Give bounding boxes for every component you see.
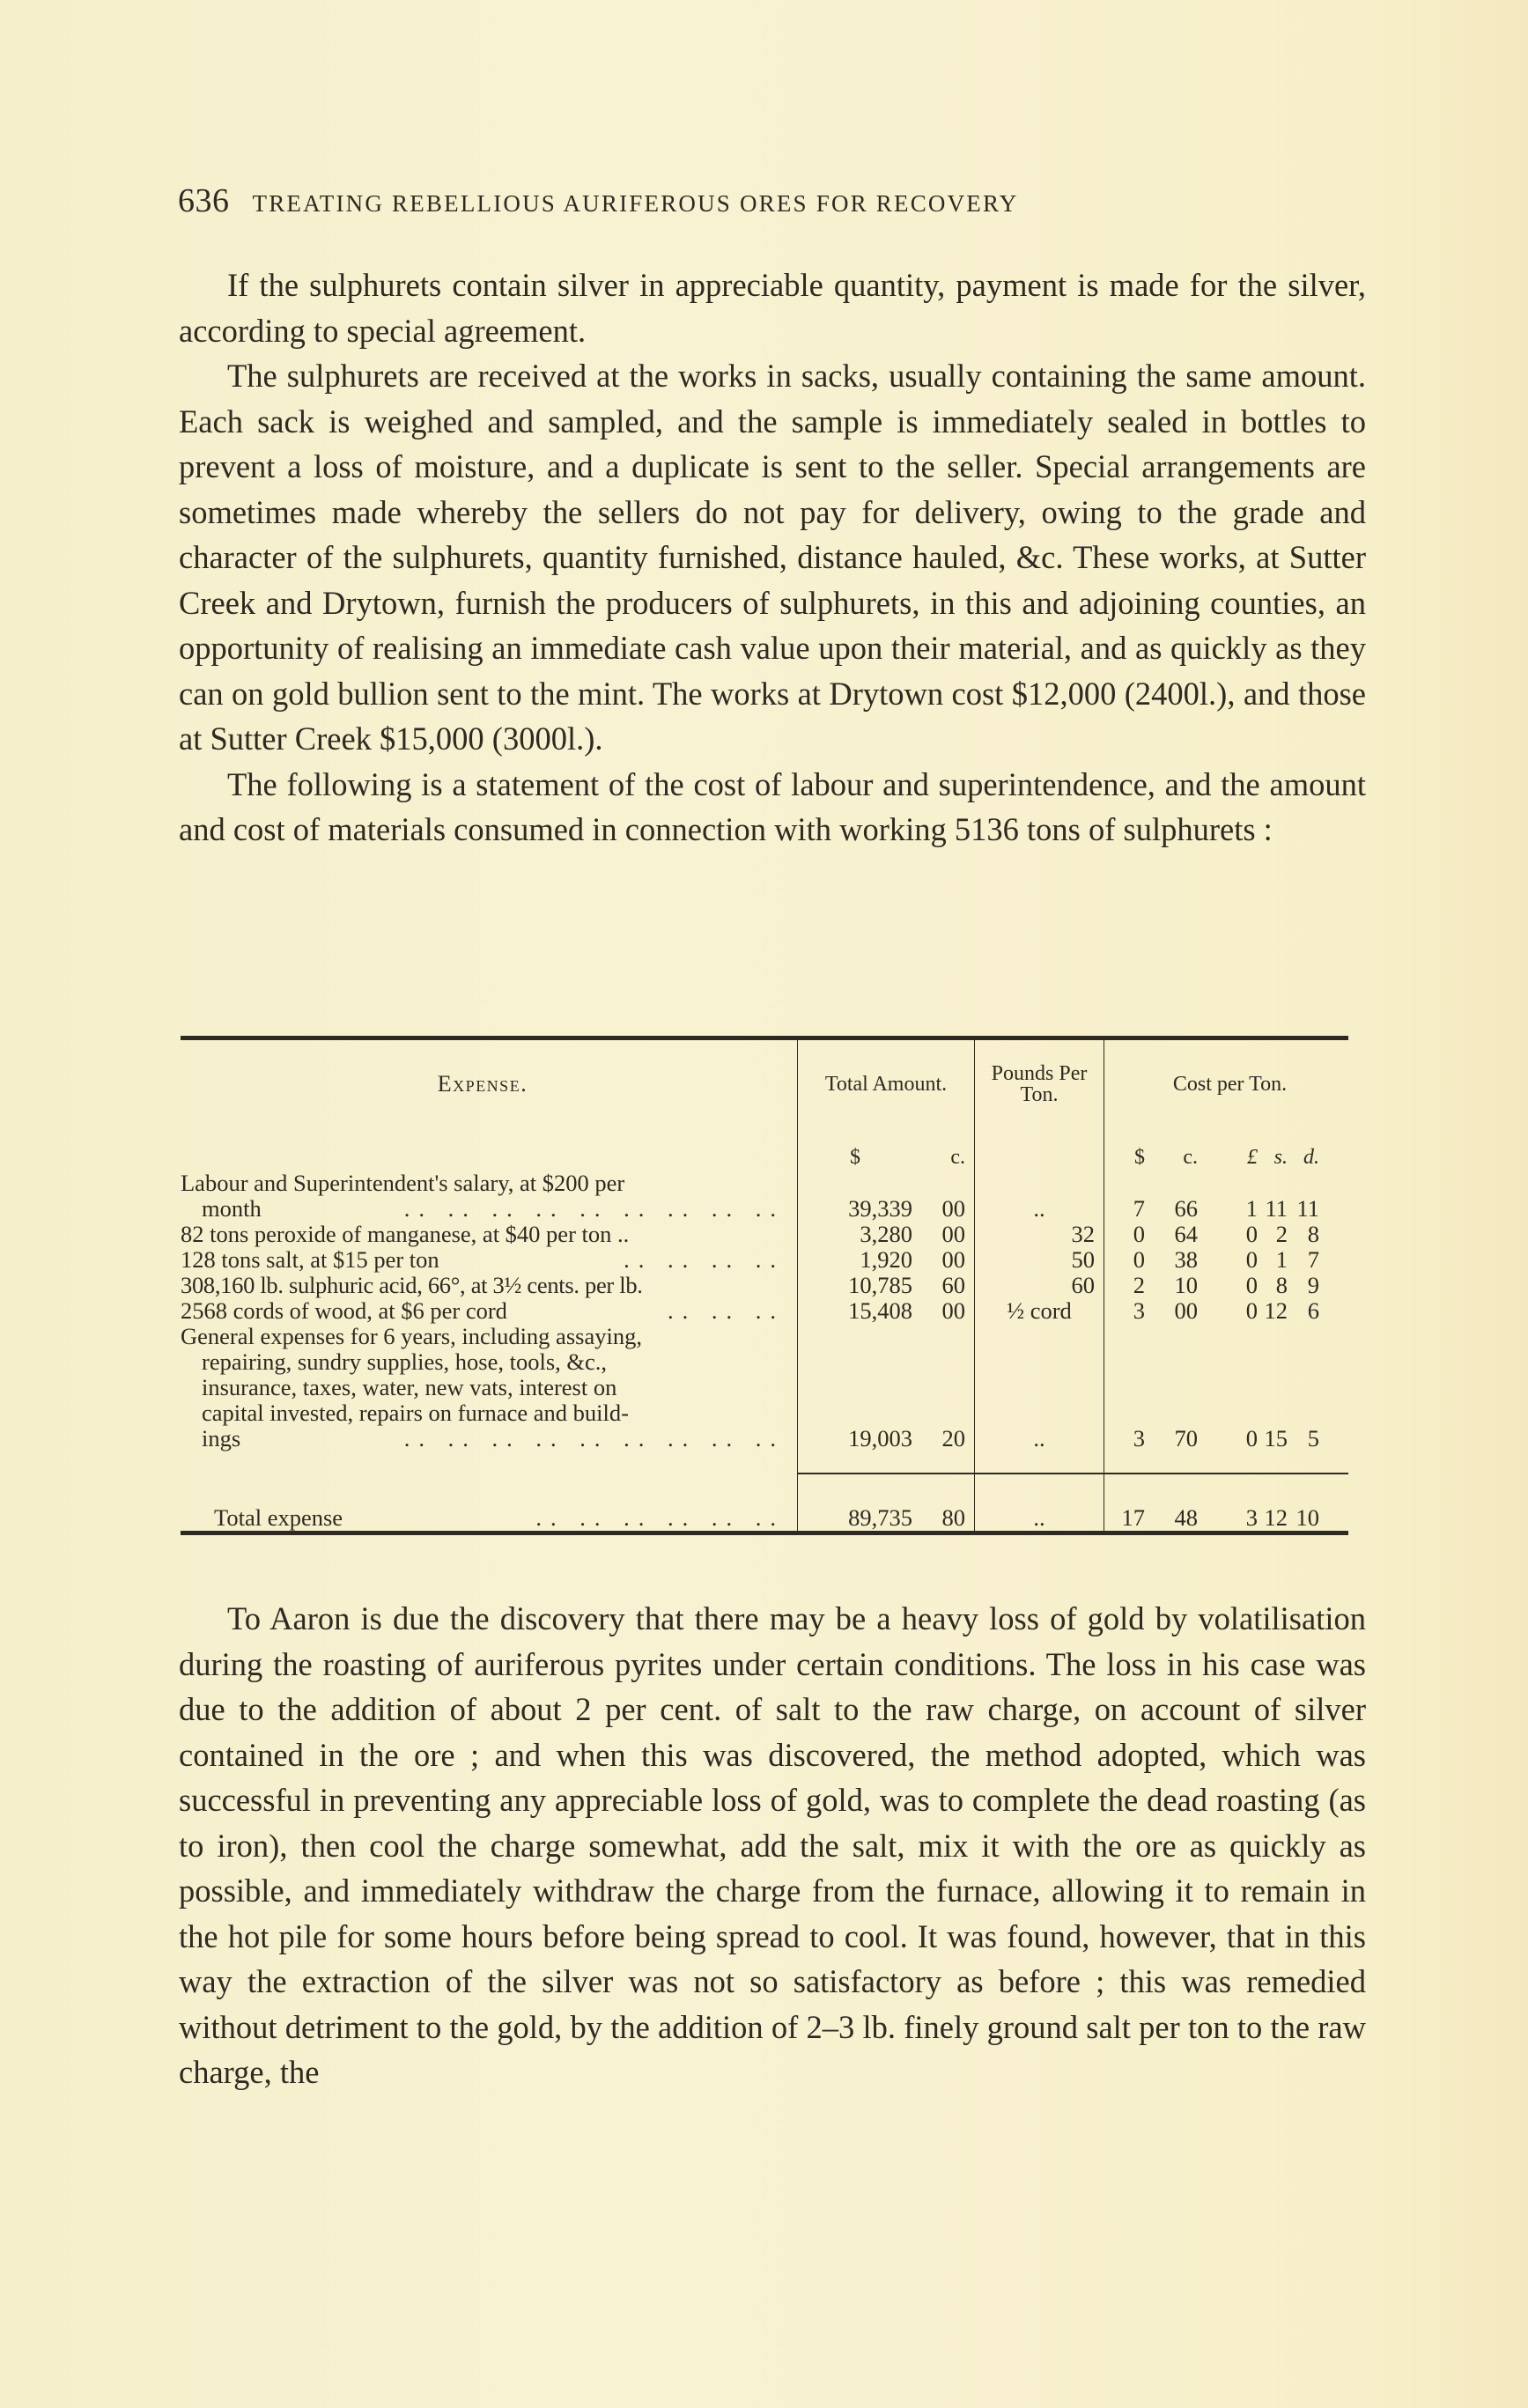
expense-description: Labour and Superintendent's salary, at $200 per xyxy=(181,1170,625,1196)
table-row xyxy=(181,1171,1348,1222)
expense-description-cont: capital invested, repairs on furnace and build- xyxy=(202,1400,629,1426)
page-number: 636 xyxy=(178,182,230,219)
total-cost-pence: 10 xyxy=(1295,1504,1319,1531)
pounds-per-ton: .. xyxy=(975,1171,1104,1222)
table-row xyxy=(181,1324,1348,1451)
cost-pence: 11 xyxy=(1296,1195,1319,1222)
cost-dollars: 3 xyxy=(1133,1425,1145,1451)
unit-pence: d. xyxy=(1303,1146,1319,1169)
cost-pounds: 0 xyxy=(1245,1425,1258,1451)
text-before-table xyxy=(179,262,1366,853)
total-cents: 00 xyxy=(941,1195,965,1222)
unit-pounds-sterling: £ xyxy=(1247,1146,1258,1169)
pounds-per-ton: ½ cord xyxy=(975,1298,1104,1324)
expense-description-cont: ings xyxy=(202,1425,241,1451)
paragraph: The following is a statement of the cost of labour and superintendence, and the amount and cost of materials consumed in connection with working 5136 tons of sulphurets : xyxy=(179,765,1366,847)
expense-description: 2568 cords of wood, at $6 per cord xyxy=(181,1297,507,1324)
header-total-label: Total Amount. xyxy=(824,1073,948,1096)
units-row xyxy=(181,1128,1348,1171)
unit-dollars: $ xyxy=(850,1146,860,1169)
cost-shillings: 2 xyxy=(1275,1221,1288,1247)
total-dollars: 10,785 xyxy=(848,1272,912,1298)
leader-dots: .. .. .. .. .. .. .. .. .. xyxy=(403,1425,785,1451)
total-cents: 60 xyxy=(941,1272,965,1298)
cost-dollars: 7 xyxy=(1133,1195,1145,1222)
cost-shillings: 8 xyxy=(1275,1272,1288,1298)
cost-pence: 9 xyxy=(1307,1272,1319,1298)
header-cost-label: Cost per Ton. xyxy=(1172,1073,1288,1096)
header-expense-label: Expense. xyxy=(437,1071,528,1097)
total-label: Total expense xyxy=(214,1504,343,1531)
table-row xyxy=(181,1298,1348,1324)
leader-dots: .. .. .. .. xyxy=(624,1246,785,1273)
leader-dots: .. .. .. .. .. .. .. .. .. xyxy=(403,1195,785,1222)
unit-cents: c. xyxy=(950,1146,965,1169)
expense-description-cont: month xyxy=(202,1195,262,1222)
total-cost-shillings: 12 xyxy=(1264,1504,1288,1531)
cost-cents: 10 xyxy=(1174,1272,1198,1298)
total-dollars: 15,408 xyxy=(848,1297,912,1324)
paragraph: If the sulphurets contain silver in appreciable quantity, payment is made for the silver, according to special agreement. xyxy=(179,267,1366,349)
expense-description: 82 tons peroxide of manganese, at $40 per ton .. xyxy=(181,1221,630,1247)
table-row xyxy=(181,1247,1348,1273)
cost-dollars: 0 xyxy=(1133,1221,1145,1247)
total-cost-pounds: 3 xyxy=(1245,1504,1258,1531)
table-bottom-rule xyxy=(181,1531,1348,1535)
table-header-row xyxy=(181,1040,1348,1128)
header-pounds-label: Pounds Per Ton. xyxy=(991,1062,1088,1106)
cost-pence: 7 xyxy=(1307,1246,1319,1273)
table-row xyxy=(181,1273,1348,1298)
cost-shillings: 1 xyxy=(1275,1246,1288,1273)
total-cents: 20 xyxy=(941,1425,965,1451)
cost-pounds: 0 xyxy=(1245,1272,1258,1298)
total-cents: 00 xyxy=(941,1246,965,1273)
running-head xyxy=(178,181,1296,220)
cost-cents: 38 xyxy=(1174,1246,1198,1273)
cost-cents: 70 xyxy=(1174,1425,1198,1451)
expense-description-cont: insurance, taxes, water, new vats, interest on xyxy=(202,1374,617,1400)
cost-pounds: 1 xyxy=(1245,1195,1258,1222)
cost-cents: 00 xyxy=(1174,1297,1198,1324)
paragraph: The sulphurets are received at the works in sacks, usually containing the same amount. Each sack is weighed and sampled, and the sample is immediately sealed in bottles to prevent a loss of moisture, and a duplicate is sent to the seller. Special arrangements are sometimes made whereby the sellers do not pay for delivery, owing to the grade and character of the sulphurets, quantity furnished, distance hauled, &c. These works, at Sutter Creek and Drytown, furnish the producers of sulphurets, in this and adjoining counties, an opportunity of realising an immediate cash value upon their material, and as quickly as they can on gold bullion sent to the mint. The works at Drytown cost $12,000 (2400l.), and those at Sutter Creek $15,000 (3000l.). xyxy=(179,358,1366,757)
total-cents: 00 xyxy=(941,1221,965,1247)
cost-pounds: 0 xyxy=(1245,1246,1258,1273)
cost-shillings: 12 xyxy=(1264,1297,1288,1324)
pounds-per-ton: .. xyxy=(975,1324,1104,1451)
cost-pence: 8 xyxy=(1307,1221,1319,1247)
expense-description: General expenses for 6 years, including assaying, xyxy=(181,1323,642,1349)
total-cost-cents: 48 xyxy=(1174,1504,1198,1531)
pounds-per-ton: 60 xyxy=(975,1273,1104,1298)
total-dollars: 3,280 xyxy=(860,1221,912,1247)
expense-description: 308,160 lb. sulphuric acid, 66°, at 3½ cents. per lb. xyxy=(181,1272,643,1298)
unit-cost-cents: c. xyxy=(1183,1146,1198,1169)
cost-shillings: 11 xyxy=(1265,1195,1288,1222)
pounds-per-ton: 50 xyxy=(975,1247,1104,1273)
cost-shillings: 15 xyxy=(1264,1425,1288,1451)
paragraph: To Aaron is due the discovery that there may be a heavy loss of gold by volatilisation during the roasting of auriferous pyrites under certain conditions. The loss in his case was due to the addition of about 2 per cent. of salt to the raw charge, on account of silver contained in the ore ; and when this was discovered, the method adopted, which was successful in preventing any appreciable loss of gold, was to complete the dead roasting (as to iron), then cool the charge somewhat, add the salt, mix it with the ore as quickly as possible, and immediately withdraw the charge from the furnace, allowing it to remain in the hot pile for some hours before being spread to cool. It was found, however, that in this way the extraction of the silver was not so satisfactory as before ; this was remedied without detriment to the gold, by the addition of 2–3 lb. finely ground salt per ton to the raw charge, the xyxy=(179,1600,1366,2090)
pounds-per-ton: 32 xyxy=(975,1222,1104,1247)
header-pounds-per-ton xyxy=(975,1040,1104,1128)
table-row xyxy=(181,1222,1348,1247)
total-row xyxy=(181,1474,1348,1531)
total-cents: 00 xyxy=(941,1297,965,1324)
expense-description: 128 tons salt, at $15 per ton xyxy=(181,1246,439,1273)
header-expense xyxy=(181,1040,798,1128)
unit-cost-dollars: $ xyxy=(1134,1146,1145,1169)
grand-total-dollars: 89,735 xyxy=(848,1504,912,1531)
total-dollars: 1,920 xyxy=(860,1246,912,1273)
expense-description-cont: repairing, sundry supplies, hose, tools, &c., xyxy=(202,1348,608,1375)
total-dollars: 39,339 xyxy=(848,1195,912,1222)
unit-shillings: s. xyxy=(1273,1146,1288,1169)
cost-table xyxy=(181,1036,1348,1535)
total-cost-dollars: 17 xyxy=(1121,1504,1145,1531)
cost-pounds: 0 xyxy=(1245,1297,1258,1324)
leader-dots: .. .. .. .. .. .. xyxy=(535,1504,785,1531)
leader-dots: .. .. .. xyxy=(668,1297,785,1324)
header-cost-per-ton xyxy=(1104,1040,1349,1128)
text-after-table xyxy=(179,1596,1366,2095)
cost-pounds: 0 xyxy=(1245,1221,1258,1247)
header-total-amount xyxy=(798,1040,975,1128)
cost-dollars: 0 xyxy=(1133,1246,1145,1273)
cost-pence: 5 xyxy=(1307,1425,1319,1451)
cost-cents: 64 xyxy=(1174,1221,1198,1247)
grand-total-cents: 80 xyxy=(941,1504,965,1531)
total-pounds-per-ton: .. xyxy=(975,1474,1104,1531)
cost-dollars: 3 xyxy=(1133,1297,1145,1324)
cost-pence: 6 xyxy=(1307,1297,1319,1324)
total-dollars: 19,003 xyxy=(848,1425,912,1451)
running-title: TREATING REBELLIOUS AURIFEROUS ORES FOR RECOVERY xyxy=(252,190,1019,217)
cost-cents: 66 xyxy=(1174,1195,1198,1222)
cost-dollars: 2 xyxy=(1133,1272,1145,1298)
